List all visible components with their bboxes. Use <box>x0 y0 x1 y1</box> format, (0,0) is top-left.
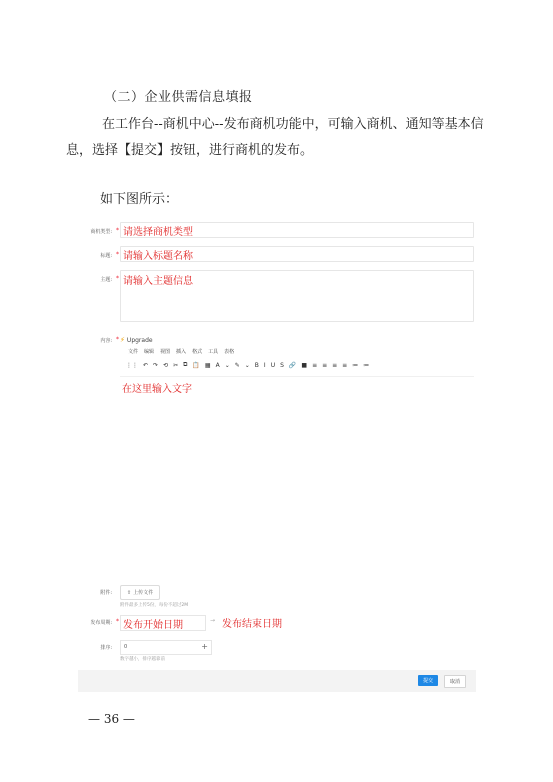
order-stepper[interactable] <box>120 640 212 655</box>
upload-button-label: 上传文件 <box>133 590 154 596</box>
editor-menu-item[interactable]: 文件 <box>128 349 139 355</box>
editor-toolbar-icon[interactable]: ↷ <box>153 361 159 369</box>
editor-menu-item[interactable]: 插入 <box>176 349 187 355</box>
editor-toolbar-icon[interactable]: ▦ <box>204 361 211 369</box>
attachment-label: 附件: <box>100 590 112 596</box>
editor-placeholder: 在这里输入文字 <box>122 384 192 395</box>
editor-toolbar-icon[interactable]: ✎ <box>234 361 240 369</box>
editor-toolbar-icon[interactable]: ≡ <box>312 361 318 369</box>
editor-toolbar-icon[interactable]: B <box>254 361 259 369</box>
type-label: 商机类型: <box>90 229 112 235</box>
editor-menu-item[interactable]: 视图 <box>160 349 171 355</box>
editor-toolbar-icon[interactable]: ↶ <box>143 361 149 369</box>
type-required-mark: * <box>116 227 119 234</box>
editor-toolbar-icon[interactable]: ≔ <box>363 361 370 369</box>
attachment-hint: 附件最多上传5份，每份不超过2M <box>120 603 189 608</box>
editor-menubar <box>128 348 234 355</box>
subject-required-mark: * <box>116 275 119 282</box>
type-select[interactable] <box>120 222 474 238</box>
editor-toolbar-icon[interactable]: A <box>215 361 220 369</box>
editor-toolbar-icon[interactable]: 🔗 <box>288 361 297 369</box>
editor-toolbar-icon[interactable]: ≔ <box>352 361 359 369</box>
lightning-icon: ⚡ <box>120 336 125 344</box>
form-footer <box>78 670 476 692</box>
editor-toolbar-icon[interactable]: S <box>280 361 284 369</box>
content-label: 内容: <box>100 338 112 344</box>
content-required-mark: * <box>116 336 119 343</box>
plus-icon[interactable]: + <box>201 642 208 651</box>
start-date-placeholder: 发布开始日期 <box>123 620 183 631</box>
editor-menu-item[interactable]: 表格 <box>224 349 235 355</box>
order-value: 0 <box>124 644 128 650</box>
editor-toolbar-icon[interactable]: ✂ <box>173 361 179 369</box>
upgrade-label: Upgrade <box>126 336 153 344</box>
subject-placeholder: 请输入主题信息 <box>123 276 193 287</box>
editor-toolbar-icon[interactable]: U <box>270 361 276 369</box>
title-input[interactable] <box>120 246 474 262</box>
title-label: 标题: <box>100 253 112 259</box>
editor-toolbar-icon[interactable]: ≡ <box>332 361 338 369</box>
editor-toolbar-icon[interactable]: ⟲ <box>163 361 169 369</box>
type-placeholder: 请选择商机类型 <box>123 227 193 238</box>
order-label: 排序: <box>100 645 112 651</box>
start-date-picker[interactable] <box>120 615 206 631</box>
upload-icon: ⇧ <box>126 589 132 596</box>
editor-menu-item[interactable]: 格式 <box>192 349 203 355</box>
editor-toolbar-icon[interactable]: ⧉ <box>183 361 188 368</box>
period-label: 发布周期: <box>90 620 112 626</box>
date-range-arrow-icon: → <box>210 617 216 624</box>
editor-menu-item[interactable]: 编辑 <box>144 349 155 355</box>
order-hint: 数字越小，排序越靠前 <box>120 657 165 662</box>
editor-toolbar <box>126 360 474 370</box>
page-number: — 36 — <box>88 712 135 726</box>
upload-file-button[interactable] <box>120 585 160 600</box>
end-date-placeholder: 发布结束日期 <box>222 619 282 630</box>
editor-menu-item[interactable]: 工具 <box>208 349 219 355</box>
end-date-picker[interactable] <box>220 615 300 629</box>
title-required-mark: * <box>116 251 119 258</box>
instruction-paragraph: 在工作台--商机中心--发布商机功能中，可输入商机、通知等基本信息，选择【提交】按钮，进行商机的发布。 <box>66 117 484 158</box>
editor-toolbar-icon[interactable]: I <box>263 361 266 369</box>
editor-toolbar-icon[interactable]: ⌄ <box>244 361 250 369</box>
section-heading: （二）企业供需信息填报 <box>104 90 253 105</box>
publish-opportunity-form <box>78 218 476 692</box>
editor-toolbar-icon[interactable]: ≡ <box>342 361 348 369</box>
figure-caption: 如下图所示： <box>100 192 179 207</box>
title-placeholder: 请输入标题名称 <box>123 251 193 262</box>
editor-toolbar-icon[interactable]: 📋 <box>192 361 200 369</box>
editor-toolbar-icon[interactable]: ⋮⋮ <box>126 361 138 369</box>
editor-toolbar-icon[interactable]: ⌄ <box>224 361 230 369</box>
editor-toolbar-icon[interactable]: ■ <box>301 361 308 369</box>
editor-content-area[interactable] <box>120 376 474 682</box>
submit-button[interactable]: 提交 <box>418 675 438 686</box>
cancel-button[interactable]: 取消 <box>444 675 466 688</box>
upgrade-link[interactable] <box>120 336 153 344</box>
editor-toolbar-icon[interactable]: ≡ <box>322 361 328 369</box>
subject-textarea[interactable] <box>120 270 474 322</box>
period-required-mark: * <box>116 618 119 625</box>
subject-label: 主题: <box>100 277 112 283</box>
